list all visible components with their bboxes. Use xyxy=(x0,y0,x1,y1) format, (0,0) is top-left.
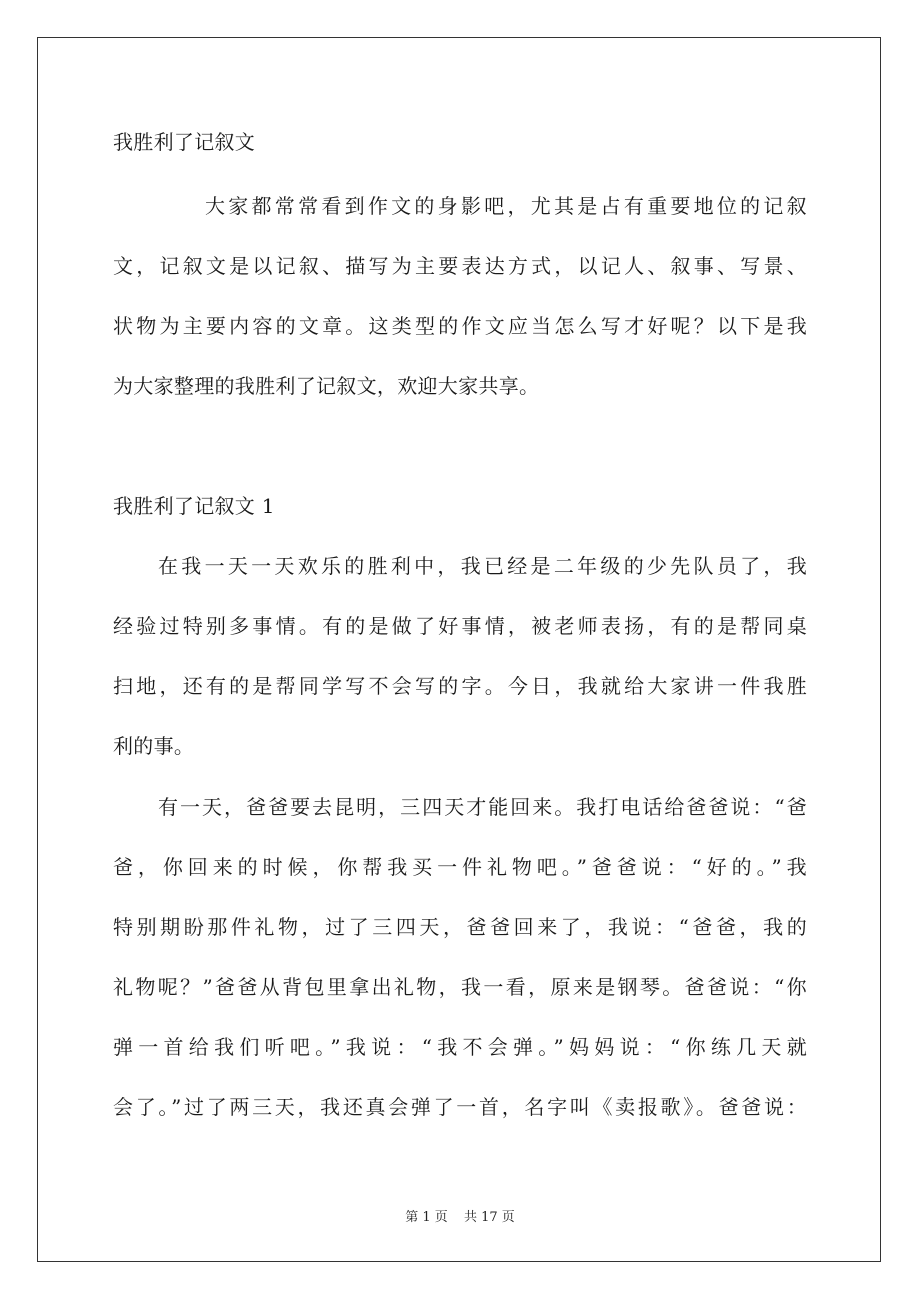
document-title: 我胜利了记叙文 xyxy=(113,130,256,154)
intro-line-4: 为大家整理的我胜利了记叙文，欢迎大家共享。 xyxy=(113,374,540,398)
intro-line-2: 文，记叙文是以记叙、描写为主要表达方式，以记人、叙事、写景、 xyxy=(113,254,807,278)
intro-line-1: 大家都常常看到作文的身影吧，尤其是占有重要地位的记叙 xyxy=(205,194,807,218)
paragraph2-line-6: 会了。”过了两三天，我还真会弹了一首，名字叫《卖报歌》。爸爸说： xyxy=(113,1095,807,1119)
paragraph2-line-4: 礼物呢？”爸爸从背包里拿出礼物，我一看，原来是钢琴。爸爸说：“你 xyxy=(113,975,807,999)
page-border xyxy=(37,37,881,1262)
paragraph1-line-1: 在我一天一天欢乐的胜利中，我已经是二年级的少先队员了，我 xyxy=(158,554,807,578)
intro-line-3: 状物为主要内容的文章。这类型的作文应当怎么写才好呢？以下是我 xyxy=(113,314,807,338)
current-page-label: 第 1 页 xyxy=(405,1210,448,1225)
paragraph2-line-2: 爸，你回来的时候，你帮我买一件礼物吧。”爸爸说：“好的。”我 xyxy=(113,855,807,879)
paragraph2-line-1: 有一天，爸爸要去昆明，三四天才能回来。我打电话给爸爸说：“爸 xyxy=(158,795,807,819)
total-pages-label: 共 17 页 xyxy=(463,1210,515,1225)
paragraph2-line-3: 特别期盼那件礼物，过了三四天，爸爸回来了，我说：“爸爸，我的 xyxy=(113,915,807,939)
paragraph2-line-5: 弹一首给我们听吧。”我说：“我不会弹。”妈妈说：“你练几天就 xyxy=(113,1035,807,1059)
section-heading: 我胜利了记叙文 1 xyxy=(113,494,275,518)
paragraph1-line-3: 扫地，还有的是帮同学写不会写的字。今日，我就给大家讲一件我胜 xyxy=(113,674,807,698)
paragraph1-line-2: 经验过特别多事情。有的是做了好事情，被老师表扬，有的是帮同桌 xyxy=(113,614,807,638)
paragraph1-line-4: 利的事。 xyxy=(113,734,195,758)
page-footer xyxy=(0,1206,920,1225)
